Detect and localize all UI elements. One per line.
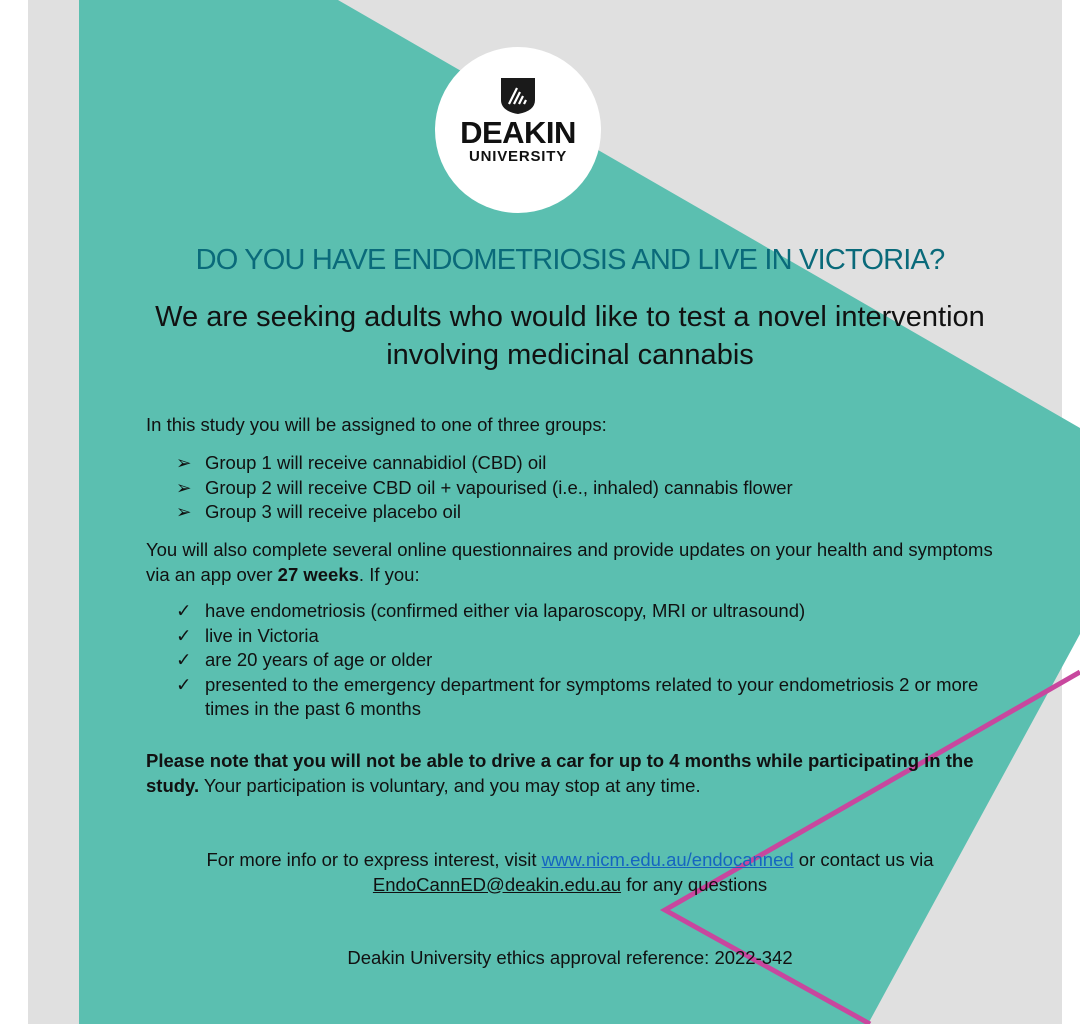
deakin-logo [435,47,601,213]
list-item: ✓ are 20 years of age or older [146,648,1006,673]
criteria-list [146,599,1006,722]
arrow-bullet-icon: ➢ [176,501,192,522]
page-title: DO YOU HAVE ENDOMETRIOSIS AND LIVE IN VICTORIA? [195,244,945,276]
logo-subname: UNIVERSITY [468,148,567,165]
list-item: ➢ Group 2 will receive CBD oil + vapourised (i.e., inhaled) cannabis flower [146,476,1006,501]
ethics-reference: Deakin University ethics approval reference: 2022-342 [347,947,793,968]
contact-paragraph: For more info or to express interest, visit www.nicm.edu.au/endocanned or contact us via EndoCannED@deakin.edu.au for any questions [206,849,934,895]
logo-name: DEAKIN [460,115,576,150]
arrow-bullet-icon: ➢ [176,476,192,498]
group-list [146,451,1006,525]
driving-note: Please note that you will not be able to drive a car for up to 4 months while participating in the study. Your participation is voluntary, and you may stop at any time. [146,750,974,796]
list-item: ➢ Group 3 will receive placebo oil [146,500,1006,525]
questionnaire-paragraph: You will also complete several online questionnaires and provide updates on your health and symptoms via an app over 27 weeks. If you: [146,539,993,585]
arrow-bullet-icon: ➢ [176,452,192,473]
list-item: ✓ live in Victoria [146,624,1006,649]
list-item: ➢ Group 1 will receive cannabidiol (CBD) oil [146,451,1006,476]
check-icon: ✓ [176,649,192,670]
website-link[interactable]: www.nicm.edu.au/endocanned [541,849,794,870]
list-item: ✓ have endometriosis (confirmed either via laparoscopy, MRI or ultrasound) [146,599,1006,624]
check-icon: ✓ [176,600,192,621]
email-link[interactable]: EndoCannED@deakin.edu.au [372,873,622,895]
list-item: ✓ presented to the emergency department for symptoms related to your endometriosis 2 or more times in the past 6 months [176,673,979,719]
intro-text: In this study you will be assigned to one of three groups: [146,414,607,435]
deakin-shield-icon [501,78,535,114]
check-icon: ✓ [176,624,192,646]
check-icon: ✓ [176,673,192,695]
page-subtitle: We are seeking adults who would like to test a novel intervention involving medicinal cannabis [155,301,985,371]
